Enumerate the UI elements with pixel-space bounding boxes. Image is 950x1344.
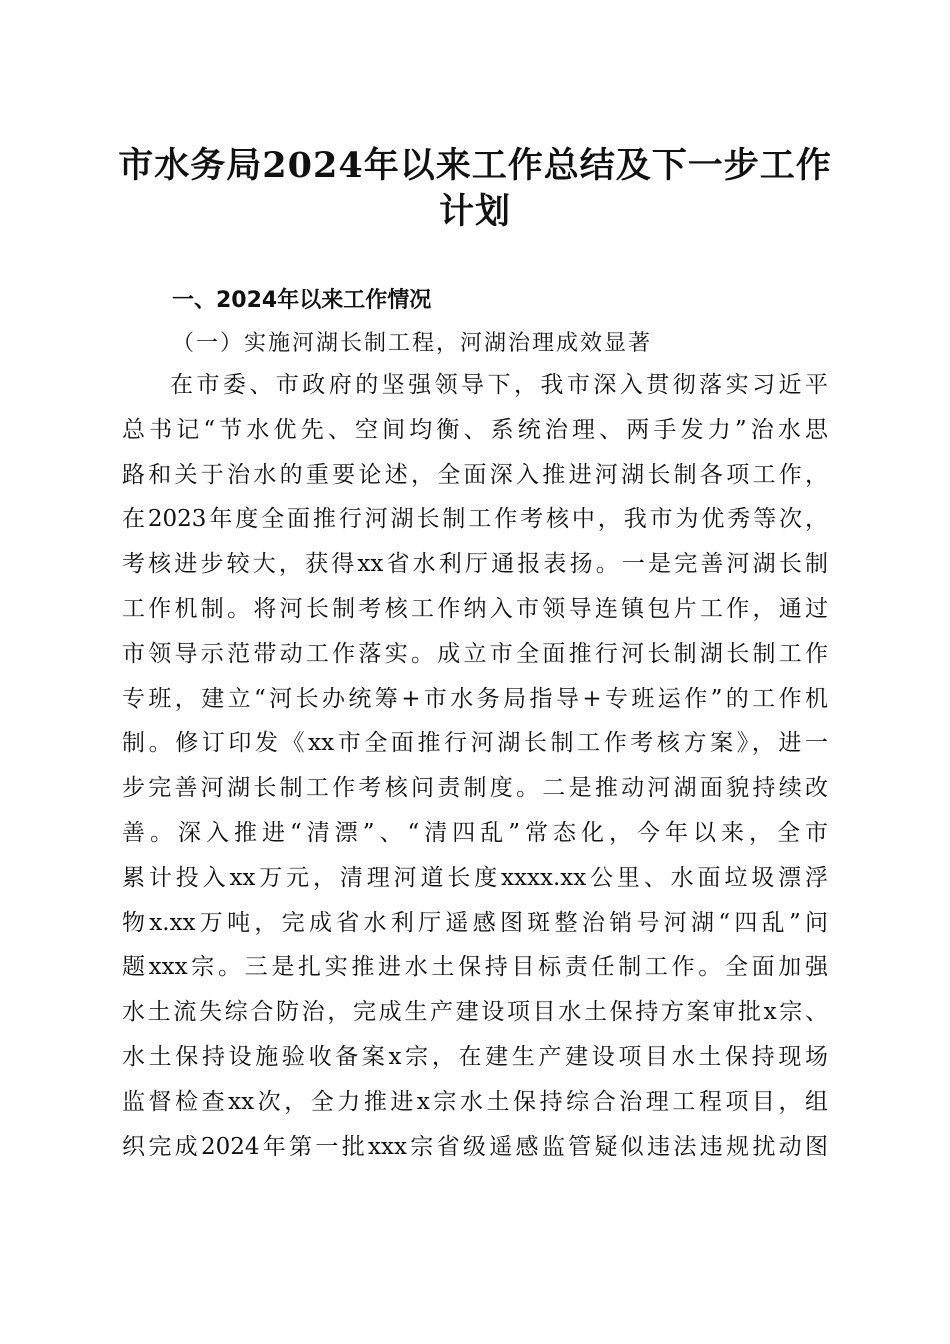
paragraph-line: 工作机制。将河长制考核工作纳入市领导连镇包片工作，通过 [122,595,828,622]
section-heading: 一、2024年以来工作情况 [172,288,432,313]
body-paragraph [122,370,828,1176]
paragraph-line: 步完善河湖长制工作考核问责制度。二是推动河湖面貌持续改 [122,775,828,802]
document-title-line-1: 市水务局2024年以来工作总结及下一步工作 [118,145,832,186]
paragraph-line: 制。修订印发《xx市全面推行河湖长制工作考核方案》，进一 [122,730,828,757]
paragraph-line: 物x.xx万吨，完成省水利厅遥感图斑整治销号河湖“四乱”问 [122,909,828,936]
paragraph-line: 水土保持设施验收备案x宗，在建生产建设项目水土保持现场 [122,1043,828,1070]
paragraph-line: 监督检查xx次，全力推进x宗水土保持综合治理工程项目，组 [122,1088,828,1115]
paragraph-line: 专班，建立“河长办统筹+市水务局指导+专班运作”的工作机 [122,685,828,712]
paragraph-line: 水土流失综合防治，完成生产建设项目水土保持方案审批x宗、 [122,999,828,1026]
paragraph-line: 在2023年度全面推行河湖长制工作考核中，我市为优秀等次， [122,506,828,533]
paragraph-line: 善。深入推进“清漂”、“清四乱”常态化，今年以来，全市 [122,819,828,846]
paragraph-line: 路和关于治水的重要论述，全面深入推进河湖长制各项工作， [122,461,828,488]
paragraph-line: 考核进步较大，获得xx省水利厅通报表扬。一是完善河湖长制 [122,551,828,578]
paragraph-line: 市领导示范带动工作落实。成立市全面推行河长制湖长制工作 [122,640,828,667]
paragraph-line: 总书记“节水优先、空间均衡、系统治理、两手发力”治水思 [122,416,828,443]
paragraph-line: 题xxx宗。三是扎实推进水土保持目标责任制工作。全面加强 [122,954,828,981]
document-title-line-2: 计划 [438,191,511,232]
paragraph-line: 在市委、市政府的坚强领导下，我市深入贯彻落实习近平 [170,372,828,398]
paragraph-line: 织完成2024年第一批xxx宗省级遥感监管疑似违法违规扰动图 [122,1133,828,1160]
subsection-heading: （一）实施河湖长制工程，河湖治理成效显著 [172,331,653,356]
paragraph-line: 累计投入xx万元，清理河道长度xxxx.xx公里、水面垃圾漂浮 [122,864,828,891]
